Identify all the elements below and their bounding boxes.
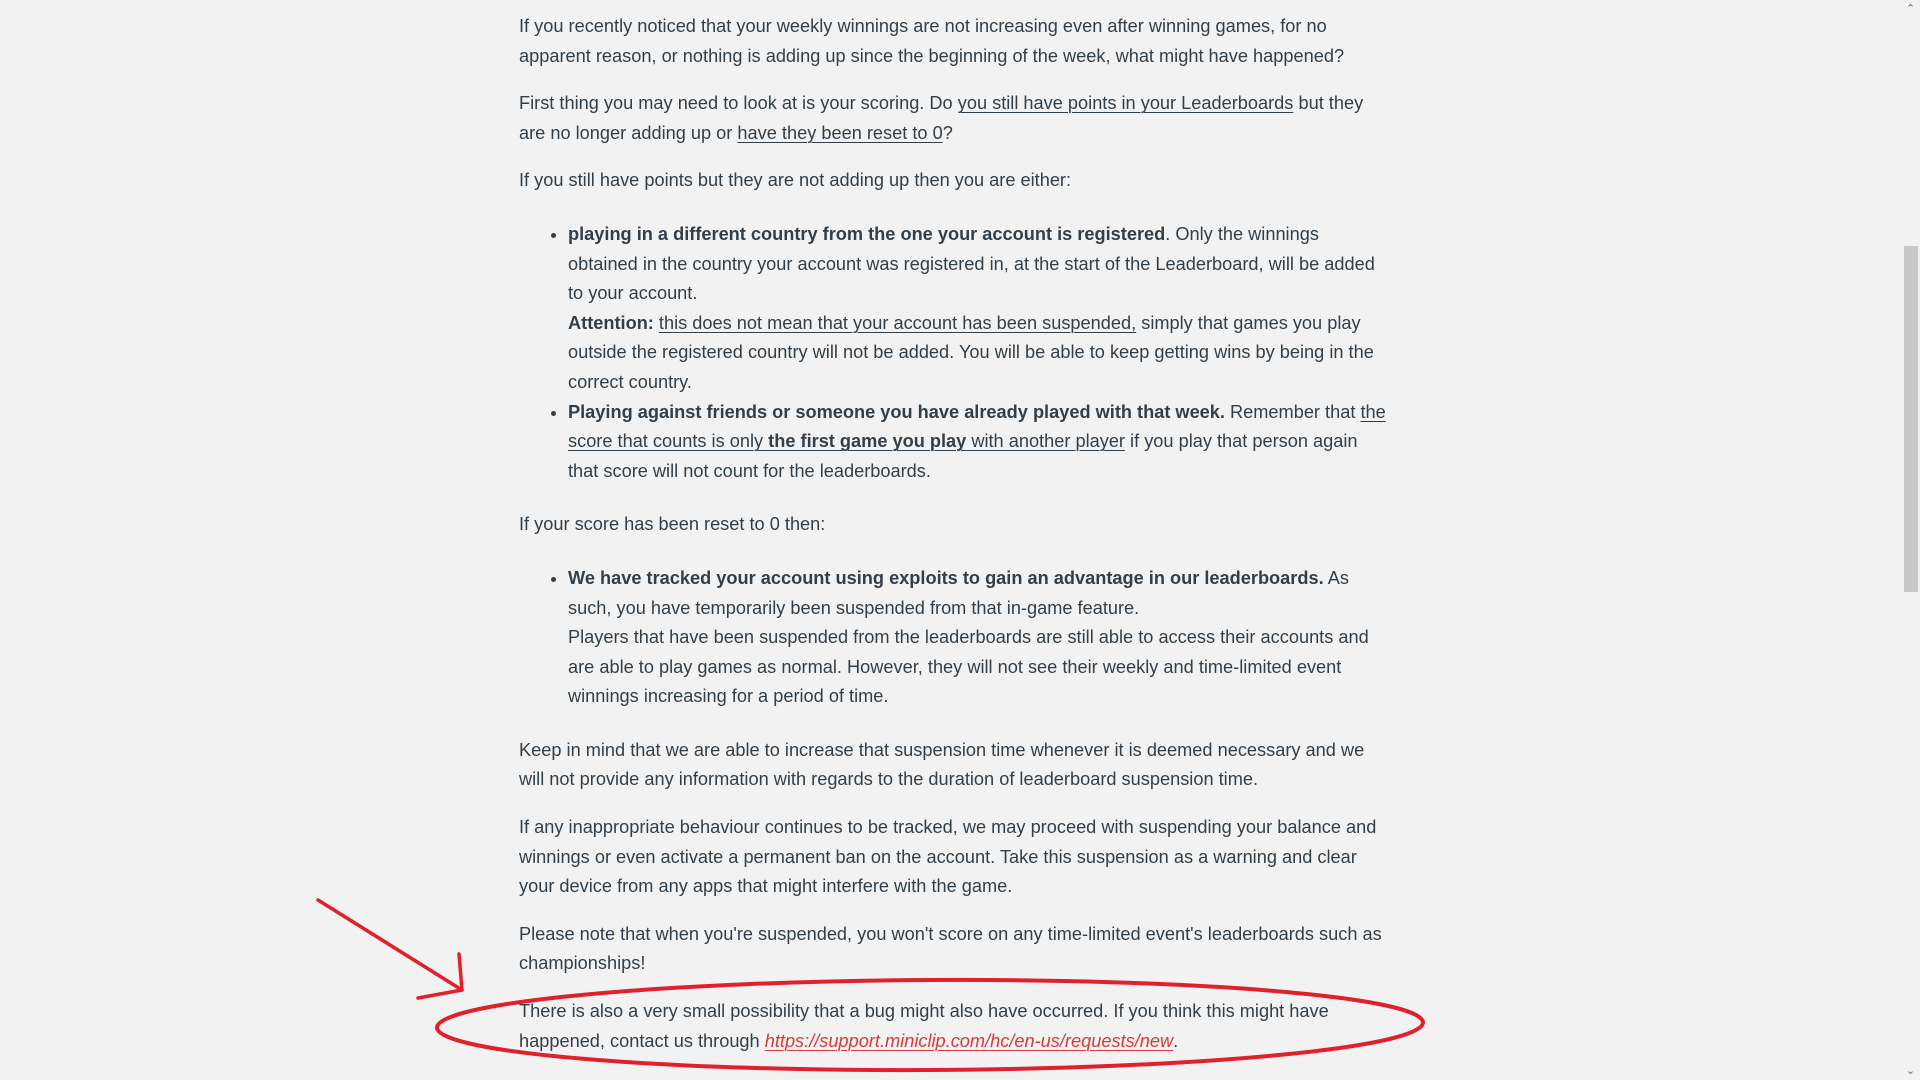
text: There is also a very small possibility that a bug might also have occurred. If you think this might have happened, contact us through (519, 1001, 1329, 1051)
arrow-head (418, 954, 462, 998)
bold-text: the first game you play (768, 431, 967, 452)
chevron-down-icon[interactable]: ⌄ (1905, 1064, 1916, 1077)
article-body (519, 12, 1389, 1074)
paragraph-scoring (519, 89, 1389, 148)
arrow-shaft (318, 900, 462, 990)
text: . Only the winnings obtained in the country your account was registered in, at the start of the Leaderboard, will be added to your account. (568, 223, 1375, 304)
list-not-adding-up (519, 220, 1389, 486)
text: Players that have been suspended from the leaderboards are still able to access their accounts and are able to play games as normal. However, they will not see their weekly and time-limited event winnings increasing for a period of time. (568, 627, 1369, 707)
text: but they are no longer adding up or (519, 93, 1364, 143)
paragraph-suspension-time: Keep in mind that we are able to increase that suspension time whenever it is deemed necessary and we will not provide any information with regards to the duration of leaderboard suspension time. (519, 739, 1365, 790)
bold-text: We have tracked your account using exploits to gain an advantage in our leaderboards. (568, 567, 1324, 588)
paragraph-intro: If you recently noticed that your weekly winnings are not increasing even after winning games, for no apparent reason, or nothing is adding up since the beginning of the week, what might have happened? (519, 16, 1345, 66)
text: Remember that (1224, 401, 1361, 422)
text: if you play that person again that score will not count for the leaderboards. (568, 431, 1358, 481)
vertical-scrollbar[interactable] (1901, 0, 1920, 1080)
paragraph-inappropriate-behaviour: If any inappropriate behaviour continues to be tracked, we may proceed with suspending your balance and winnings or even activate a permanent ban on the account. Take this suspension as a warning and clear your device from any apps that might interfere with the game. (519, 817, 1377, 897)
link-account-not-suspended[interactable]: this does not mean that your account has been suspended, (658, 312, 1137, 333)
text: with another player (966, 431, 1125, 452)
list-reset-to-zero (519, 564, 1389, 712)
list-item-different-country (568, 220, 1389, 398)
link-points-in-leaderboards[interactable]: you still have points in your Leaderboards (957, 93, 1294, 114)
paragraph-reset: If your score has been reset to 0 then: (519, 514, 826, 535)
paragraph-bug-contact (519, 997, 1389, 1056)
link-reset-to-zero[interactable]: have they been reset to 0 (737, 122, 943, 143)
text: . (1173, 1030, 1179, 1051)
text: simply that games you play outside the registered country will not be added. You will be able to keep getting wins by being in the correct country. (568, 312, 1374, 392)
text: As such, you have temporarily been suspended from that in-game feature. (568, 567, 1349, 618)
list-item-playing-friends (568, 398, 1389, 487)
attention-label: Attention: (568, 312, 654, 333)
text: First thing you may need to look at is your scoring. Do (519, 93, 958, 114)
paragraph-championships: Please note that when you're suspended, you won't score on any time-limited event's leaderboards such as championships! (519, 923, 1382, 974)
list-item-exploits (568, 564, 1389, 712)
paragraph-either: If you still have points but they are not adding up then you are either: (519, 170, 1072, 191)
scrollbar-thumb[interactable] (1904, 246, 1918, 592)
bold-text: Playing against friends or someone you have already played with that week. (568, 401, 1225, 422)
text: the score that counts is only (568, 401, 1386, 452)
link-support-request[interactable]: https://support.miniclip.com/hc/en-us/requests/new (764, 1030, 1174, 1051)
bold-text: playing in a different country from the one your account is registered (568, 223, 1166, 244)
chevron-up-icon[interactable]: ⌃ (1905, 2, 1916, 15)
text: ? (942, 122, 953, 143)
